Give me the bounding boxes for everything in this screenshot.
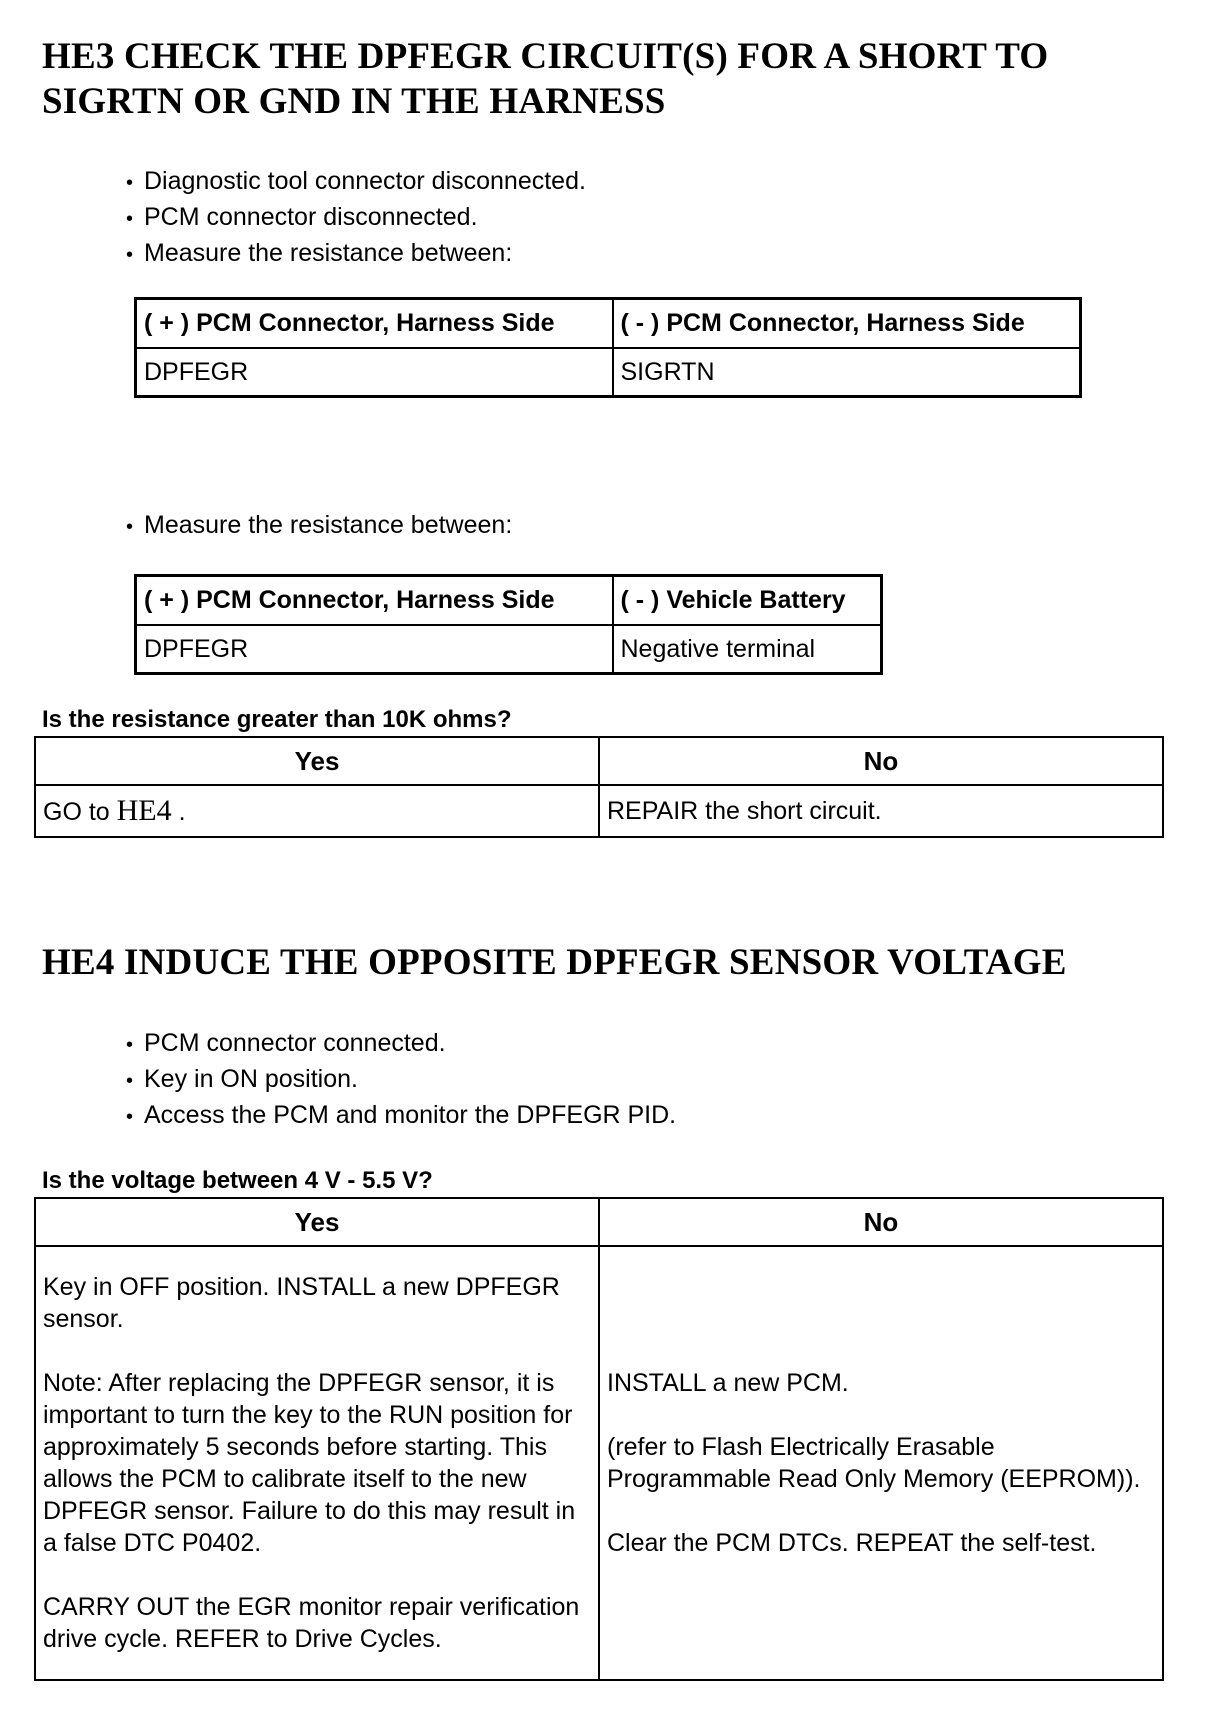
table-header: ( - ) PCM Connector, Harness Side	[613, 299, 1081, 349]
he3-step: • Measure the resistance between:	[126, 508, 512, 544]
table-header: ( + ) PCM Connector, Harness Side	[136, 299, 613, 349]
he4-step: • Key in ON position.	[126, 1062, 676, 1098]
table-row	[136, 348, 1081, 397]
no-header: No	[599, 737, 1163, 785]
no-cell: REPAIR the short circuit.	[599, 785, 1163, 837]
table-header: ( + ) PCM Connector, Harness Side	[136, 576, 613, 626]
yes-cell	[35, 1246, 599, 1680]
he3-measurement-table-1	[134, 297, 1082, 398]
he3-step-list-2	[126, 508, 512, 544]
no-cell	[599, 1246, 1163, 1680]
table-row	[35, 1246, 1163, 1680]
yes-paragraph: CARRY OUT the EGR monitor repair verification drive cycle. REFER to Drive Cycles.	[43, 1593, 580, 1653]
no-paragraph: (refer to Flash Electrically Erasable Programmable Read Only Memory (EEPROM)).	[607, 1433, 1141, 1493]
he3-decision-table	[34, 736, 1164, 838]
yes-cell	[35, 785, 599, 837]
yes-paragraph: Key in OFF position. INSTALL a new DPFEGR sensor.	[43, 1273, 560, 1333]
no-paragraph: INSTALL a new PCM.	[607, 1369, 849, 1397]
table-cell: DPFEGR	[136, 625, 613, 674]
period: .	[178, 797, 186, 826]
yes-paragraph: Note: After replacing the DPFEGR sensor, it is important to turn the key to the RUN position for approximately 5 seconds before starting. This allows the PCM to calibrate itself to the new DPFEGR sensor. Failure to do this may result in a false DTC P0402.	[43, 1369, 576, 1557]
he3-title-line1: HE3 CHECK THE DPFEGR CIRCUIT(S) FOR A SHORT TO	[42, 36, 1049, 77]
he3-title-line2: SIGRTN OR GND IN THE HARNESS	[42, 81, 666, 122]
he3-step: • Diagnostic tool connector disconnected.	[126, 164, 586, 200]
yes-header: Yes	[35, 1198, 599, 1246]
he4-decision-table	[34, 1197, 1164, 1681]
he4-step: • PCM connector connected.	[126, 1026, 676, 1062]
he3-measurement-table-2	[134, 574, 883, 675]
he4-link[interactable]: HE4	[116, 793, 172, 827]
table-cell: SIGRTN	[613, 348, 1081, 397]
yes-header: Yes	[35, 737, 599, 785]
table-cell: Negative terminal	[613, 625, 882, 674]
table-row	[136, 625, 882, 674]
he3-question: Is the resistance greater than 10K ohms?	[42, 706, 512, 733]
go-to-label: GO to	[43, 797, 110, 826]
he3-step-list	[126, 164, 586, 272]
table-row	[35, 785, 1163, 837]
he3-step: • Measure the resistance between:	[126, 236, 586, 272]
table-header: ( - ) Vehicle Battery	[613, 576, 882, 626]
he4-title: HE4 INDUCE THE OPPOSITE DPFEGR SENSOR VOLTAGE	[42, 942, 1067, 983]
no-paragraph: Clear the PCM DTCs. REPEAT the self-test.	[607, 1529, 1097, 1557]
he3-step: • PCM connector disconnected.	[126, 200, 586, 236]
he4-step: • Access the PCM and monitor the DPFEGR PID.	[126, 1098, 676, 1134]
he3-title	[42, 34, 1048, 124]
no-header: No	[599, 1198, 1163, 1246]
he4-question: Is the voltage between 4 V - 5.5 V?	[42, 1167, 433, 1194]
table-cell: DPFEGR	[136, 348, 613, 397]
he4-step-list	[126, 1026, 676, 1134]
